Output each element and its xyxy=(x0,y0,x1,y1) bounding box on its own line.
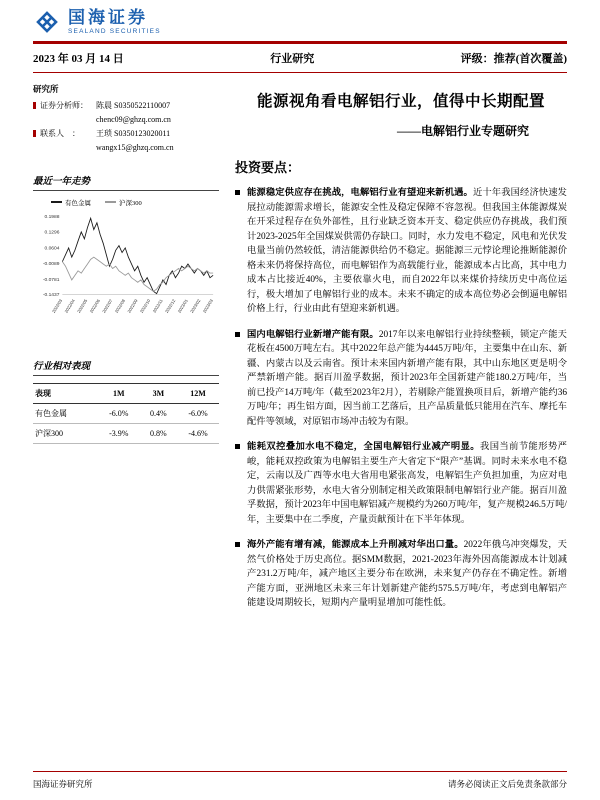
bullet-lead: 海外产能有增有减，能源成本上升削减对华出口量。 xyxy=(247,540,464,550)
svg-text:2022/06: 2022/06 xyxy=(88,298,101,314)
legend-item-csi300 xyxy=(105,198,142,207)
cell: 沪深300 xyxy=(33,423,98,443)
brand-name-en: SEALAND SECURITIES xyxy=(68,27,161,35)
svg-text:2022/12: 2022/12 xyxy=(164,298,177,314)
right-column xyxy=(235,73,567,622)
svg-text:2022/05: 2022/05 xyxy=(76,298,89,314)
table-row xyxy=(33,423,219,443)
bullet-item xyxy=(235,538,567,611)
contact-email: wangx15@ghzq.com.cn xyxy=(96,142,174,152)
chart-legend xyxy=(51,198,219,207)
analyst-email: chenc09@ghzq.com.cn xyxy=(96,114,171,124)
contact-name-id: 王琐 S0350123020011 xyxy=(96,128,171,138)
brand-header xyxy=(0,0,600,41)
bullet-square-icon xyxy=(235,190,240,195)
svg-text:-0.0781: -0.0781 xyxy=(42,277,60,283)
svg-text:-0.1437: -0.1437 xyxy=(42,292,60,298)
svg-text:2022/04: 2022/04 xyxy=(63,298,76,314)
cell: 0.4% xyxy=(140,403,177,423)
footer-rule xyxy=(33,771,567,772)
svg-text:2022/03: 2022/03 xyxy=(50,298,64,314)
footer-right: 请务必阅读正文后免责条款部分 xyxy=(447,779,567,789)
bullet-body: 近十年我国经济快速发展拉动能源需求增长，能源安全性及稳定保障不容忽视。但我国主体能源煤炭在开采过程存在负外部性，且行业缺乏资本开支、稳定供应仍存挑战，我们预计2023-2025年全国煤炭供需仍存缺口。同时，水力发电不稳定，风电和光伏发电量当前仍然较低，清洁能源供给仍不稳定。据能源三元悖论理论推断能源价格未来仍将保持高位，而电解铝作为高载能行业，能源成本占比高，其中电力成本占比接近40%，主要依靠火电，而自2022年以来煤价持续历史中高位运行，极大增加了电解铝行业的成本。未来不确定的成本高位势必会倒逼电解铝价格上行，行业由此有望迎来新机遇。 xyxy=(247,188,567,314)
institute-label: 研究所 xyxy=(33,84,59,94)
col-header: 12M xyxy=(177,383,219,403)
page-content xyxy=(0,73,600,622)
analyst-line xyxy=(33,99,219,113)
cell: -3.9% xyxy=(98,423,140,443)
analyst-line xyxy=(33,113,219,127)
brand-name-cn: 国海证券 xyxy=(68,8,148,28)
contact-role-label: 联系人 ： xyxy=(40,128,80,138)
page-footer xyxy=(33,771,567,790)
svg-text:0.1296: 0.1296 xyxy=(44,230,60,236)
investment-points-heading: 投资要点： xyxy=(235,160,301,175)
svg-text:0.0604: 0.0604 xyxy=(44,246,60,252)
table-header-row xyxy=(33,383,219,403)
legend-label: 有色金属 xyxy=(65,199,91,207)
bullet-body: 2017年以来电解铝行业持续整顿，锁定产能天花板在4500万吨左右。其中2022年总产能为4445万吨/年，主要集中在山东、新疆、内蒙古以及云南省。预计未来国内新增产能有限，其中山东地区更是明令严禁新增产能。据百川盈孚数据，预计2023年全国新建产能180.2万吨/年，当前已投产14万吨/年（截至2023年2月），若剔除产能置换项目后，新增产能约36万吨/年；再生铝方面，因当前工艺落后，且产品质量低只能用在汽车、摩托车配件等领域，对原铝市场冲击较为有限。 xyxy=(247,329,567,427)
red-tick xyxy=(33,102,36,109)
svg-text:2022/07: 2022/07 xyxy=(101,298,114,314)
report-category: 行业研究 xyxy=(270,53,315,65)
svg-text:2022/11: 2022/11 xyxy=(151,298,164,314)
col-header: 3M xyxy=(140,383,177,403)
svg-text:2023/02: 2023/02 xyxy=(189,298,202,314)
svg-text:2022/09: 2022/09 xyxy=(126,298,139,314)
bullet-lead: 国内电解铝行业新增产能有限。 xyxy=(247,329,379,340)
svg-text:-0.0089: -0.0089 xyxy=(42,262,60,268)
svg-text:2022/08: 2022/08 xyxy=(113,298,127,314)
cell: -4.6% xyxy=(177,423,219,443)
relative-performance-table xyxy=(33,383,219,444)
brand-logo-icon xyxy=(33,8,61,36)
legend-label: 沪深300 xyxy=(119,199,142,207)
report-header-row xyxy=(0,44,600,72)
bullet-item xyxy=(235,440,567,527)
report-date: 2023 年 03 月 14 日 xyxy=(33,53,124,65)
bullet-square-icon xyxy=(235,444,240,449)
bullet-body: 2022年俄乌冲突爆发，天然气价格处于历史高位。据SMM数据，2021-2023年海外因高能源成本计划减产231.2万吨/年，减产地区主要分布在欧洲，未来复产仍存在不确定性。新增产能方面，亚洲地区未来三年计划新建产能约575.5万吨/年，考虑到电解铝产能建设周期较长，短期内产量明显增加可能性低。 xyxy=(247,540,567,608)
bullet-body: 我国当前节能形势严峻，能耗双控政策为电解铝主要生产大省定下“限产”基调。同时未来水电不稳定，云南以及广西等水电大省用电紧张高发，电解铝生产负担加重，为应对电力供需紧张形势，水电大省分别制定相关政策限制电解铝行业产能。据百川盈孚数据，预计2023年中国电解铝减产规模约为260万吨/年，复产规模246.5万吨/年，主要集中在二季度，产量贡献预计在下半年体现。 xyxy=(247,442,567,525)
black-line-swatch-icon xyxy=(51,201,62,203)
relative-performance-heading: 行业相对表现 xyxy=(33,358,219,376)
table-row xyxy=(33,403,219,423)
brand-text xyxy=(68,9,161,35)
cell: -6.0% xyxy=(177,403,219,423)
svg-text:2023/01: 2023/01 xyxy=(176,298,189,314)
bullet-item xyxy=(235,328,567,430)
analyst-line xyxy=(33,127,219,141)
cell: -6.0% xyxy=(98,403,140,423)
bullet-square-icon xyxy=(235,542,240,547)
col-header: 表现 xyxy=(33,383,98,403)
col-header: 1M xyxy=(98,383,140,403)
cell: 有色金属 xyxy=(33,403,98,423)
bullet-lead: 能耗双控叠加水电不稳定，全国电解铝行业减产明显。 xyxy=(247,442,481,452)
svg-text:2023/03: 2023/03 xyxy=(201,298,214,314)
footer-left: 国海证券研究所 xyxy=(33,779,93,789)
report-title: 能源视角看电解铝行业，值得中长期配置 xyxy=(256,93,545,110)
trend-chart-heading: 最近一年走势 xyxy=(33,173,219,191)
svg-text:0.1988: 0.1988 xyxy=(44,214,60,220)
trend-chart xyxy=(33,209,219,340)
analyst-name-id: 陈晨 S0350522110007 xyxy=(96,100,171,110)
cell: 0.8% xyxy=(140,423,177,443)
report-rating: 评级：推荐(首次覆盖) xyxy=(460,53,567,65)
analyst-line xyxy=(33,141,219,155)
trend-chart-svg xyxy=(33,209,219,335)
bullet-square-icon xyxy=(235,332,240,337)
bullet-item xyxy=(235,186,567,317)
analyst-block xyxy=(33,82,219,155)
gray-line-swatch-icon xyxy=(105,201,116,203)
bullet-lead: 能源稳定供应存在挑战，电解铝行业有望迎来新机遇。 xyxy=(247,188,473,198)
legend-item-nonferrous xyxy=(51,198,91,207)
analyst-role-label: 证券分析师： xyxy=(40,100,88,110)
red-tick xyxy=(33,130,36,137)
left-column xyxy=(33,73,219,622)
svg-text:2022/10: 2022/10 xyxy=(138,298,152,314)
report-subtitle: ——电解铝行业专题研究 xyxy=(396,124,529,138)
